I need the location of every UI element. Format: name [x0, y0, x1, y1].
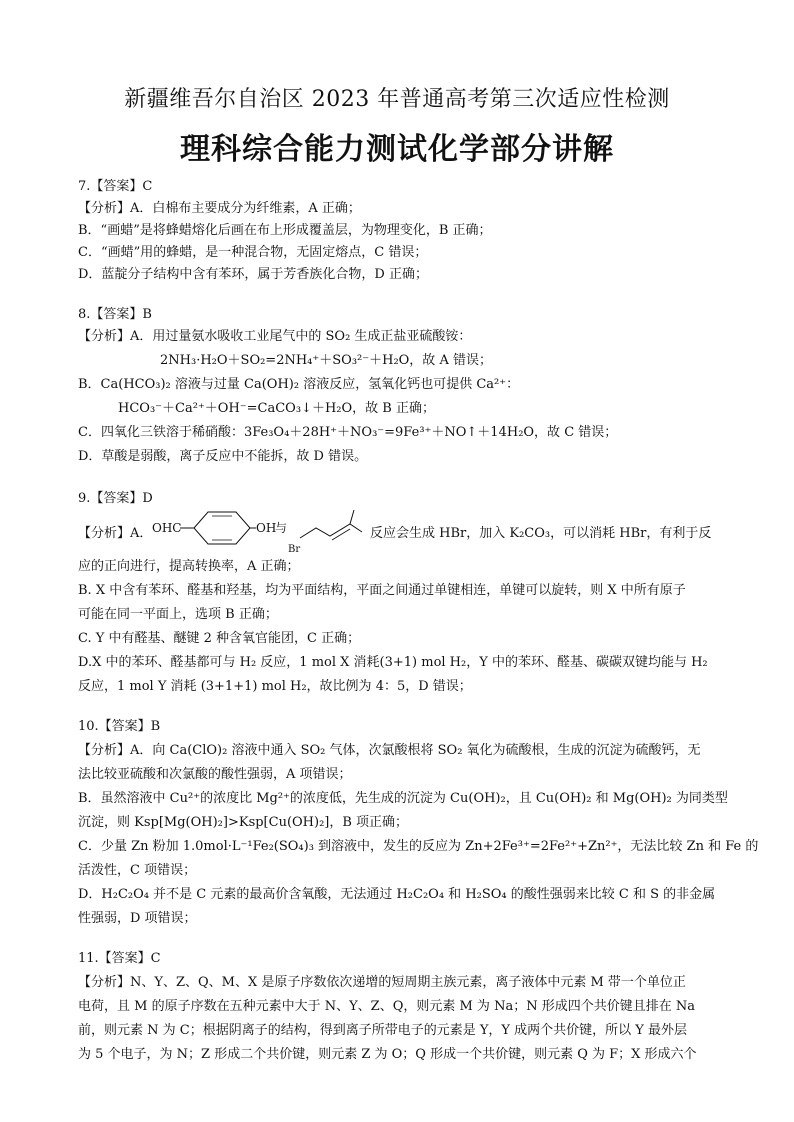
- q9-analysis-c: C. Y 中有醛基、醚键 2 种含氧官能团，C 正确；: [78, 631, 361, 646]
- q7-analysis-d: D．蓝靛分子结构中含有苯环，属于芳香族化合物，D 正确；: [78, 267, 428, 282]
- q9-analysis-a-cont: 应的正向进行，提高转换率，A 正确；: [78, 559, 300, 574]
- q11-analysis-1: 【分析】N、Y、Z、Q、M、X 是原子序数依次递增的短周期主族元素，离子液体中元素 M 带一个单位正: [78, 975, 686, 990]
- q7-analysis-c: C．“画蜡”用的蜂蜡，是一种混合物，无固定熔点，C 错误；: [78, 245, 428, 260]
- q9-structural-formulas: [150, 506, 372, 556]
- document-title-line2: 理科综合能力测试化学部分讲解: [180, 132, 614, 167]
- q10-analysis-b: B．虽然溶液中 Cu²⁺的浓度比 Mg²⁺的浓度低，先生成的沉淀为 Cu(OH)₂，且 Cu(OH)₂ 和 Mg(OH)₂ 为同类型: [78, 791, 728, 806]
- q11-analysis-2: 电荷，且 M 的原子序数在五种元素中大于 N、Y、Z、Q，则元素 M 为 Na；N 形成四个共价键且排在 Na: [78, 999, 695, 1014]
- q9-analysis-a-suffix: 反应会生成 HBr，加入 K₂CO₃，可以消耗 HBr，有利于反: [370, 526, 712, 541]
- q11-analysis-3: 前，则元素 N 为 C；根据阴离子的结构，得到离子所带电子的元素是 Y，Y 成两个共价键，所以 Y 最外层: [78, 1023, 687, 1038]
- q8-equation-b: HCO₃⁻＋Ca²⁺＋OH⁻=CaCO₃↓＋H₂O，故 B 正确；: [118, 401, 435, 416]
- ohc-label: OHC: [152, 521, 182, 535]
- q8-analysis-b: B．Ca(HCO₃)₂ 溶液与过量 Ca(OH)₂ 溶液反应，氢氧化钙也可提供 Ca²⁺：: [78, 377, 520, 392]
- q7-analysis-b: B．“画蜡”是将蜂蜡熔化后画在布上形成覆盖层，为物理变化，B 正确；: [78, 223, 492, 238]
- q7-analysis-a: 【分析】A．白棉布主要成分为纤维素，A 正确；: [78, 201, 361, 216]
- q10-analysis-a-cont: 法比较亚硫酸和次氯酸的酸性强弱，A 项错误；: [78, 767, 352, 782]
- q10-analysis-c-cont: 活泼性，C 项错误；: [78, 863, 197, 878]
- q7-answer: 7.【答案】C: [78, 179, 153, 194]
- q9-analysis-d: D.X 中的苯环、醛基都可与 H₂ 反应，1 mol X 消耗(3+1) mol H₂，Y 中的苯环、醛基、碳碳双键均能与 H₂: [78, 655, 708, 670]
- q8-analysis-c: C．四氧化三铁溶于稀硝酸：3Fe₃O₄＋28H⁺＋NO₃⁻=9Fe³⁺＋NO↑＋14H₂O，故 C 错误；: [78, 425, 618, 440]
- prenyl-chain-icon: [300, 524, 362, 538]
- oh-label: OH: [256, 521, 277, 535]
- q8-analysis-a: 【分析】A．用过量氨水吸收工业尾气中的 SO₂ 生成正盐亚硫酸铵：: [78, 329, 472, 344]
- q9-analysis-b: B. X 中含有苯环、醛基和羟基，均为平面结构，平面之间通过单键相连，单键可以旋转，则 X 中所有原子: [78, 583, 686, 598]
- q8-answer: 8.【答案】B: [78, 307, 152, 322]
- br-label: Br: [288, 544, 301, 555]
- q10-analysis-d: D．H₂C₂O₄ 并不是 C 元素的最高价含氧酸，无法通过 H₂C₂O₄ 和 H₂SO₄ 的酸性强弱来比较 C 和 S 的非金属: [78, 887, 716, 902]
- q10-analysis-b-cont: 沉淀，则 Ksp[Mg(OH)₂]>Ksp[Cu(OH)₂]，B 项正确；: [78, 815, 409, 830]
- q9-analysis-d-cont: 反应，1 mol Y 消耗 (3+1+1) mol H₂，故比例为 4：5，D 错误；: [78, 679, 472, 694]
- q9-analysis-a-prefix: 【分析】A．: [78, 526, 153, 541]
- document-title-line1: 新疆维吾尔自治区 2023 年普通高考第三次适应性检测: [124, 87, 670, 112]
- q10-analysis-d-cont: 性强弱，D 项错误；: [78, 911, 197, 926]
- q11-answer: 11.【答案】C: [78, 951, 161, 966]
- q10-analysis-a: 【分析】A．向 Ca(ClO)₂ 溶液中通入 SO₂ 气体，次氯酸根将 SO₂ 氧化为硫酸根，生成的沉淀为硫酸钙，无: [78, 743, 701, 758]
- q9-analysis-b-cont: 可能在同一平面上，选项 B 正确；: [78, 607, 278, 622]
- with-label: 与: [275, 521, 288, 535]
- q9-answer: 9.【答案】D: [78, 491, 153, 506]
- q10-analysis-c: C．少量 Zn 粉加 1.0mol·L⁻¹Fe₂(SO₄)₃ 到溶液中，发生的反应为 Zn+2Fe³⁺=2Fe²⁺+Zn²⁺，无法比较 Zn 和 Fe 的: [78, 839, 759, 854]
- q11-analysis-4: 为 5 个电子，为 N；Z 形成二个共价键，则元素 Z 为 O；Q 形成一个共价键，则元素 Q 为 F；X 形成六个: [78, 1047, 697, 1062]
- benzene-ring-icon: [194, 512, 250, 544]
- q8-analysis-d: D．草酸是弱酸，离子反应中不能拆，故 D 错误。: [78, 449, 368, 464]
- q10-answer: 10.【答案】B: [78, 719, 161, 734]
- q8-equation-a: 2NH₃·H₂O＋SO₂=2NH₄⁺＋SO₃²⁻＋H₂O，故 A 错误；: [160, 353, 492, 368]
